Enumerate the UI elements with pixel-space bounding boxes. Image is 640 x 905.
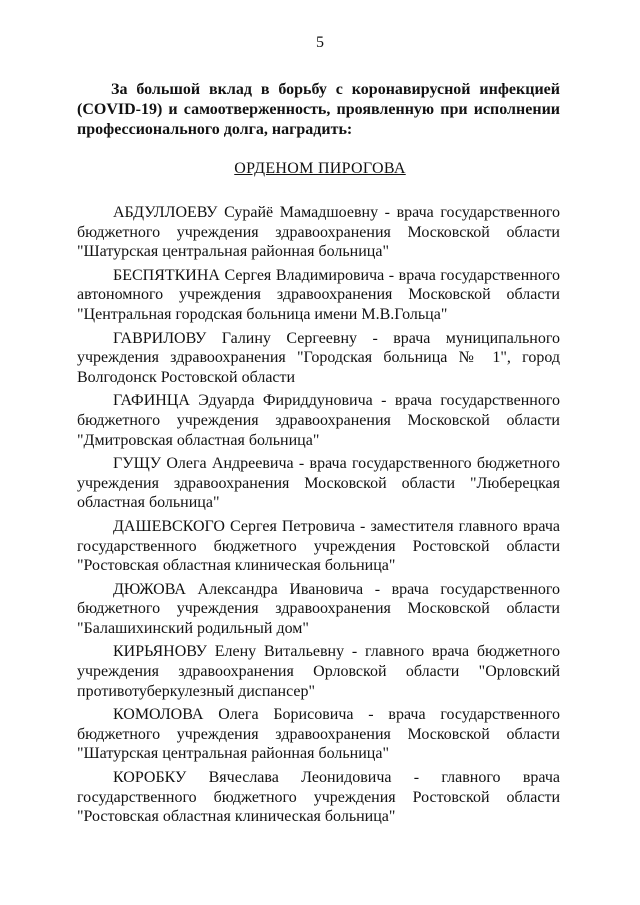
award-title: ОРДЕНОМ ПИРОГОВА — [234, 160, 406, 177]
awardee-entry: ГАФИНЦА Эдуарда Фириддуновича - врача государственного бюджетного учреждения здравоохранения Московской области "Дмитровская областная больница" — [77, 392, 560, 449]
awardee-entry: КОРОБКУ Вячеслава Леонидовича - главного врача государственного бюджетного учреждения Ростовской области "Ростовская областная клиническая больница" — [77, 769, 560, 826]
preamble-text: За большой вклад в борьбу с коронавирусной инфекцией (COVID-19) и самоотверженность, проявленную при исполнении профессионального долга, наградить: — [77, 81, 560, 138]
awardee-list — [77, 203, 560, 831]
awardee-entry: ДЮЖОВА Александра Ивановича - врача государственного бюджетного учреждения здравоохранения Московской области "Балашихинский родильный дом" — [77, 580, 560, 637]
awardee-entry: ГАВРИЛОВУ Галину Сергеевну - врача муниципального учреждения здравоохранения "Городская больница № 1", город Волгодонск Ростовской области — [77, 329, 560, 386]
awardee-entry: ДАШЕВСКОГО Сергея Петровича - заместителя главного врача государственного бюджетного учреждения Ростовской области "Ростовская областная клиническая больница" — [77, 517, 560, 575]
awardee-entry: КОМОЛОВА Олега Борисовича - врача государственного бюджетного учреждения здравоохранения Московской области "Шатурская центральная районная больница" — [77, 706, 560, 763]
awardee-entry: АБДУЛЛОЕВУ Сурайё Мамадшоевну - врача государственного бюджетного учреждения здравоохранения Московской области "Шатурская центральная районная больница" — [77, 204, 560, 261]
page-number: 5 — [316, 34, 324, 51]
awardee-entry: ГУЩУ Олега Андреевича - врача государственного бюджетного учреждения здравоохранения Московской области "Люберецкая областная больница" — [77, 455, 560, 512]
awardee-entry: БЕСПЯТКИНА Сергея Владимировича - врача государственного автономного учреждения здравоохранения Московской области "Центральная городская больница имени М.В.Гольца" — [77, 266, 560, 323]
awardee-entry: КИРЬЯНОВУ Елену Витальевну - главного врача бюджетного учреждения здравоохранения Орловской области "Орловский противотуберкулезный диспансер" — [77, 643, 560, 700]
